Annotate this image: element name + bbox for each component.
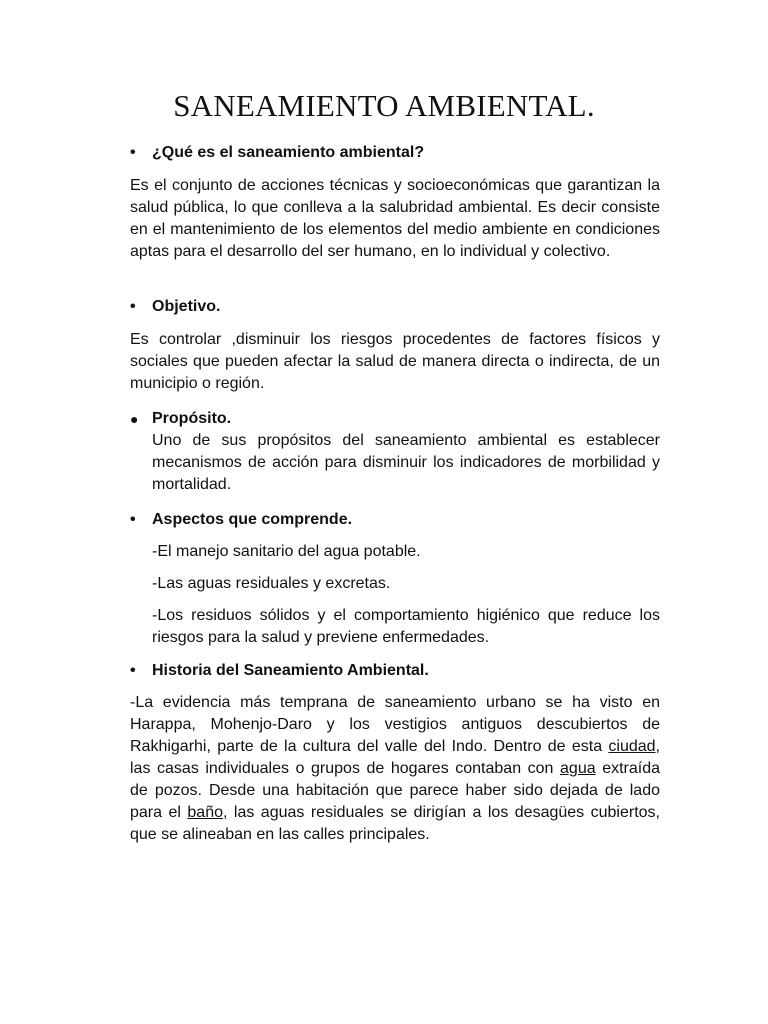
link-bano[interactable]: baño	[187, 804, 223, 821]
heading-aspectos: Aspectos que comprende.	[152, 511, 353, 528]
link-ciudad[interactable]: ciudad	[608, 738, 656, 755]
paragraph-objetivo: Es controlar ,disminuir los riesgos procedentes de factores físicos y sociales que pueden afectar la salud de manera directa o indirecta, de un municipio o región.	[130, 331, 660, 392]
aspecto-item: -El manejo sanitario del agua potable.	[152, 543, 421, 560]
paragraph-historia	[130, 692, 660, 846]
document-title: SANEAMIENTO AMBIENTAL.	[173, 88, 595, 123]
historia-text-4: , las aguas residuales se dirigían a los desagües cubiertos, que se alineaban en las calles principales.	[130, 804, 660, 843]
bullet-marker: •	[130, 144, 136, 161]
aspecto-item: -Los residuos sólidos y el comportamiento higiénico que reduce los riesgos para la salud y previene enfermedades.	[152, 607, 660, 646]
link-agua[interactable]: agua	[560, 760, 596, 777]
heading-proposito: Propósito.	[152, 410, 232, 427]
aspecto-item: -Las aguas residuales y excretas.	[152, 575, 391, 592]
bullet-marker: •	[130, 511, 136, 528]
heading-objetivo: Objetivo.	[152, 298, 221, 315]
bullet-marker-round: ●	[130, 411, 139, 427]
heading-historia: Historia del Saneamiento Ambiental.	[152, 662, 429, 679]
paragraph-proposito: Uno de sus propósitos del saneamiento ambiental es establecer mecanismos de acción para disminuir los indicadores de morbilidad y mortalidad.	[152, 432, 660, 493]
bullet-marker: •	[130, 298, 136, 315]
paragraph-que-es: Es el conjunto de acciones técnicas y socioeconómicas que garantizan la salud pública, lo que conlleva a la salubridad ambiental. Es decir consiste en el mantenimiento de los elementos del medio ambiente en condiciones aptas para el desarrollo del ser humano, en lo individual y colectivo.	[130, 177, 660, 260]
historia-text-1: -La evidencia más temprana de saneamiento urbano se ha visto en Harappa, Mohenjo-Daro y los vestigios antiguos descubiertos de Rakhigarhi, parte de la cultura del valle del Indo. Dentro de esta	[130, 694, 660, 755]
historia-text-2: , las casas individuales o grupos de hogares contaban con	[130, 738, 660, 777]
bullet-marker: •	[130, 662, 136, 679]
heading-que-es: ¿Qué es el saneamiento ambiental?	[152, 144, 425, 161]
historia-text-3: extraída de pozos. Desde una habitación que parece haber sido dejada de lado para el	[130, 760, 661, 821]
